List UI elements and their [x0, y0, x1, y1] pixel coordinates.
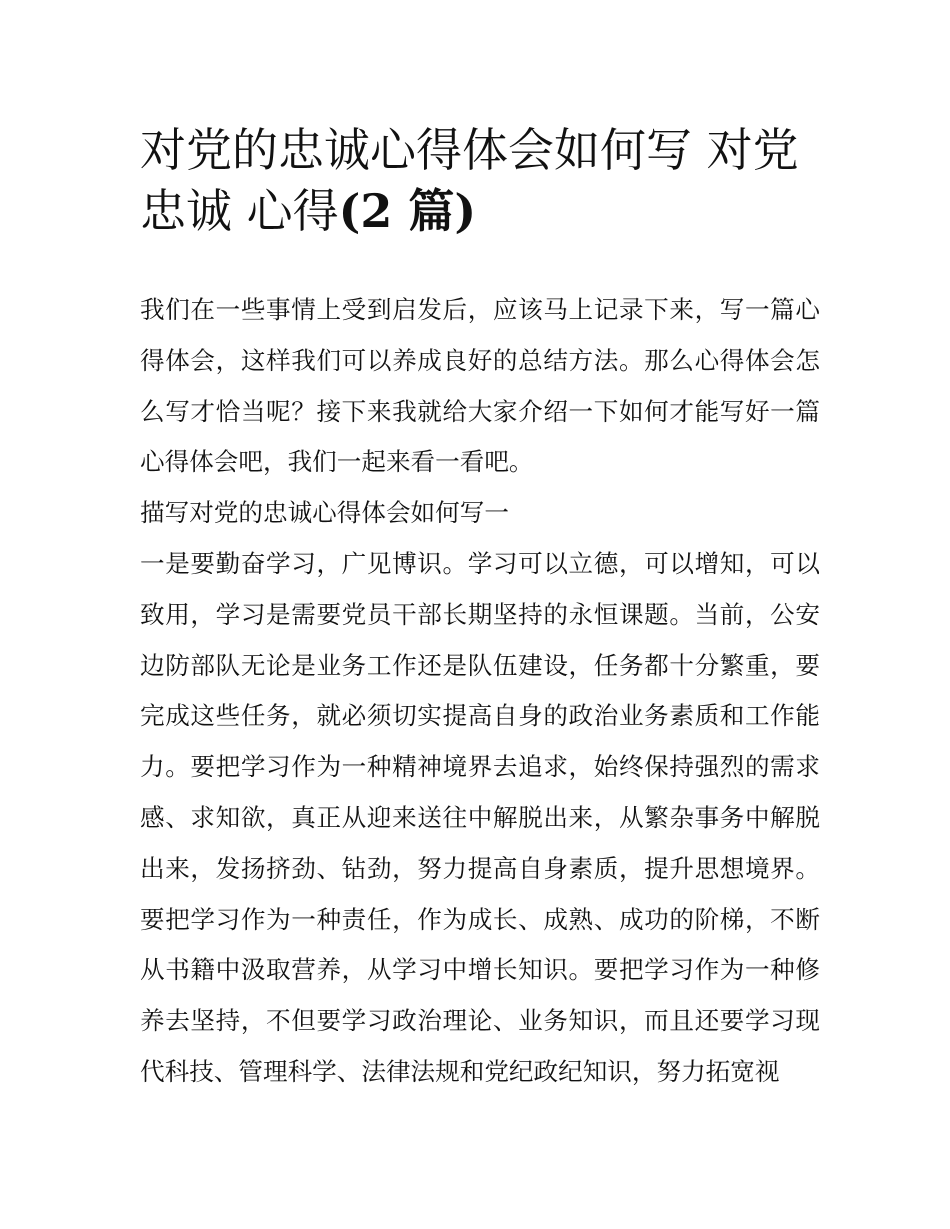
section-heading: 描写对党的忠诚心得体会如何写一 — [140, 498, 509, 528]
body-paragraph: 一是要勤奋学习，广见博识。学习可以立德，可以增知，可以致用，学习是需要党员干部长期坚持的永恒课题。当前，公安边防部队无论是业务工作还是队伍建设，任务都十分繁重，要完成这些任务，就必须切实提高自身的政治业务素质和工作能力。要把学习作为一种精神境界去追求，始终保持强烈的需求感、求知欲，真正从迎来送往中解脱出来，从繁杂事务中解脱出来，发扬挤劲、钻劲，努力提高自身素质，提升思想境界。要把学习作为一种责任，作为成长、成熟、成功的阶梯，不断从书籍中汲取营养，从学习中增长知识。要把学习作为一种修养去坚持，不但要学习政治理论、业务知识，而且还要学习现代科技、管理科学、法律法规和党纪政纪知识，努力拓宽视 — [140, 548, 820, 1086]
document-body — [140, 285, 820, 1098]
document-title — [140, 120, 820, 242]
document-title-text: 对党的忠诚心得体会如何写 对党忠诚 心得 — [140, 123, 799, 238]
document-title-count: (2 篇) — [338, 184, 477, 238]
intro-paragraph: 我们在一些事情上受到启发后，应该马上记录下来，写一篇心得体会，这样我们可以养成良好的总结方法。那么心得体会怎么写才恰当呢？接下来我就给大家介绍一下如何才能写好一篇心得体会吧，我们一起来看一看吧。 — [140, 295, 820, 477]
